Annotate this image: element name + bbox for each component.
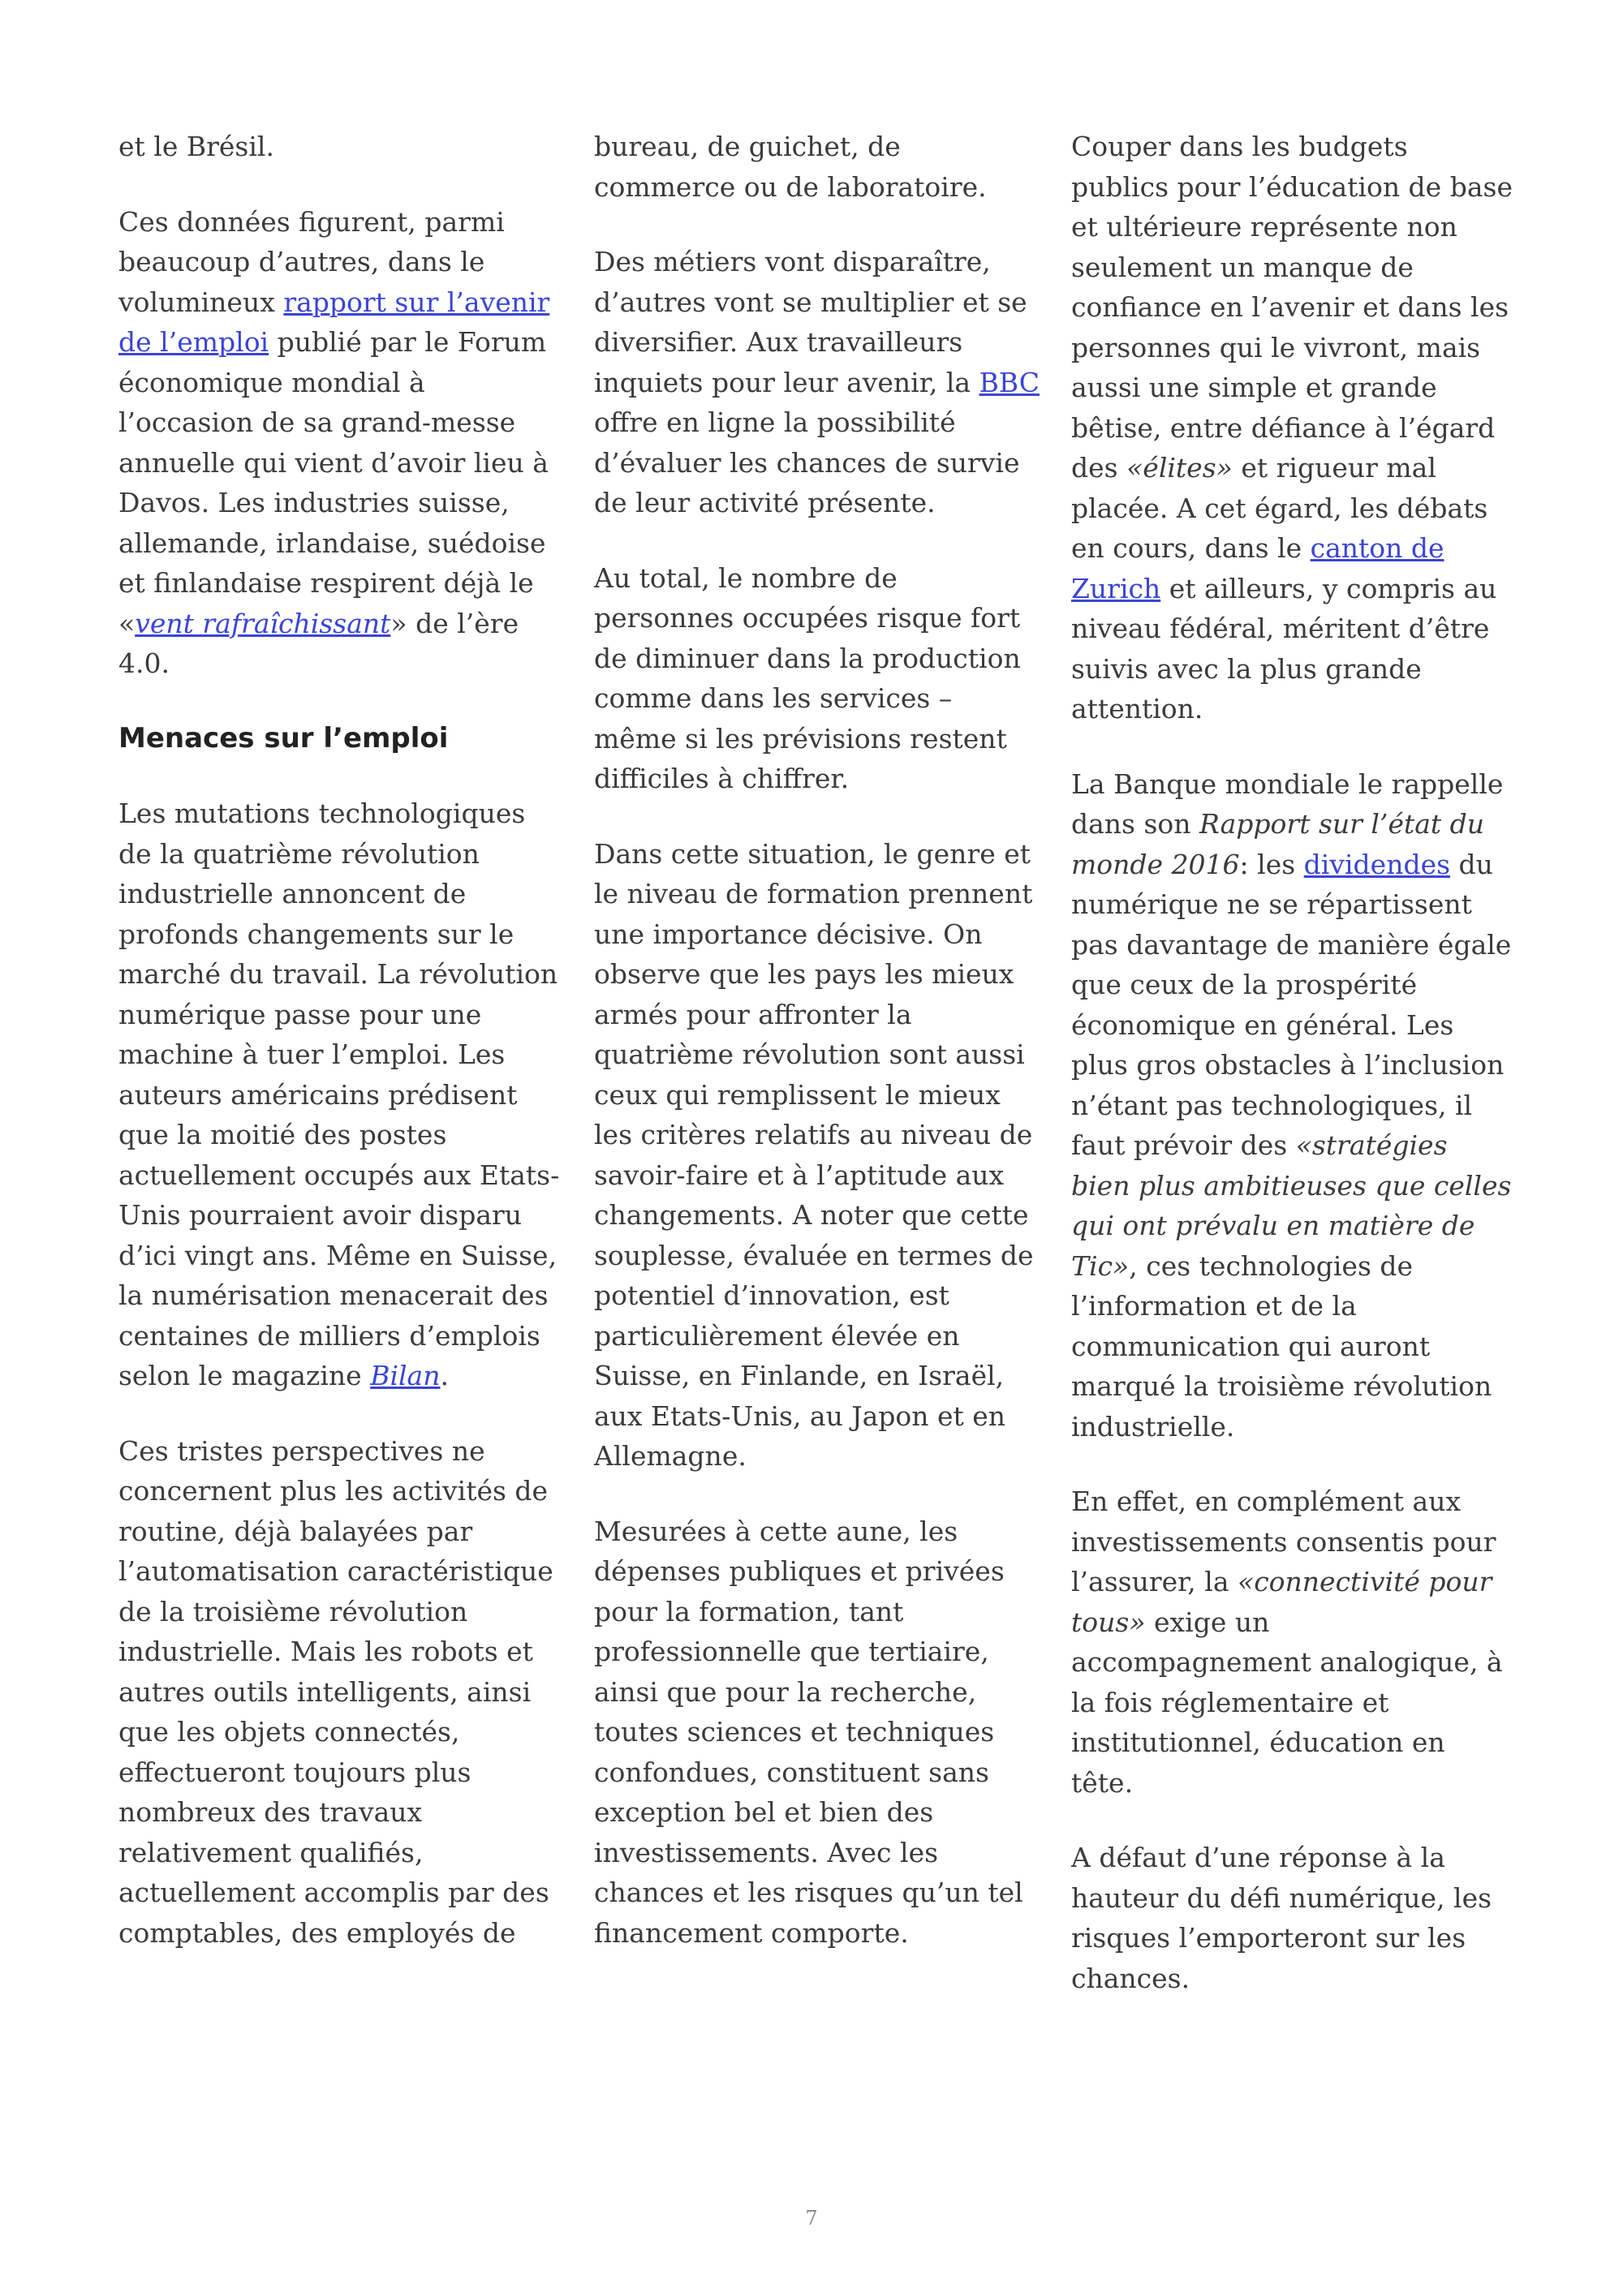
page-number: 7 (805, 2207, 818, 2229)
paragraph: En effet, en complément aux investissements consentis pour l’assurer, la «connectivité pour tous» exige un accompagnement analogique, à la fois réglementaire et institutionnel, éducation en tête. (1071, 1486, 1503, 1799)
link-canton-de-zurich[interactable]: canton de Zurich (1071, 532, 1444, 604)
link-dividendes[interactable]: dividendes (1303, 848, 1451, 880)
link-bilan[interactable]: Bilan (370, 1360, 441, 1391)
paragraph: La Banque mondiale le rappelle dans son Rapport sur l’état du monde 2016: les dividendes du numérique ne se répartissent pas davantage de manière égale que ceux de la prospérité économique en général. Les plus gros obstacles à l’inclusion n’étant pas technologiques, il faut prévoir des «stratégies bien plus ambitieuses que celles qui ont prévalu en matière de Tic», ces technologies de l’information et de la communication qui auront marqué la troisième révolution industrielle. (1071, 767, 1512, 1443)
paragraph: Ces données figurent, parmi beaucoup d’autres, dans le volumineux rapport sur l’avenir de l’emploi publié par le Forum économique mondial à l’occasion de sa grand-messe annuelle qui vient d’avoir lieu à Davos. Les industries suisse, allemande, irlandaise, suédoise et finlandaise respirent déjà le «vent rafraîchissant» de l’ère 4.0. (118, 205, 550, 679)
paragraph: Des métiers vont disparaître, d’autres vont se multiplier et se diversifier. Aux travailleurs inquiets pour leur avenir, la BBC offre en ligne la possibilité d’évaluer les chances de survie de leur activité présente. (594, 246, 1040, 518)
paragraph: A défaut d’une réponse à la hauteur du défi numérique, les risques l’emporteront sur les chances. (1071, 1842, 1492, 1994)
paragraph: Mesurées à cette aune, les dépenses publiques et privées pour la formation, tant professionnelle que tertiaire, ainsi que pour la recherche, toutes sciences et techniques confondues, constituent sans exception bel et bien des investissements. Avec les chances et les risques qu’un tel financement comporte. (594, 1515, 1023, 1949)
section-heading: Menaces sur l’emploi (118, 721, 449, 755)
paragraph: Les mutations technologiques de la quatrième révolution industrielle annoncent de profonds changements sur le marché du travail. La révolution numérique passe pour une machine à tuer l’emploi. Les auteurs américains prédisent que la moitié des postes actuellement occupés aux Etats-Unis pourraient avoir disparu d’ici vingt ans. Même en Suisse, la numérisation menacerait des centaines de milliers d’emplois selon le magazine Bilan. (118, 798, 560, 1391)
link-bbc[interactable]: BBC (979, 366, 1040, 398)
paragraph: et le Brésil. (118, 131, 274, 162)
column-3 (1071, 127, 1513, 2033)
paragraph: Ces tristes perspectives ne concernent plus les activités de routine, déjà balayées par l’automatisation caractéristique de la troisième révolution industrielle. Mais les robots et autres outils intelligents, ainsi que les objets connectés, effectueront toujours plus nombreux des travaux relativement qualifiés, actuellement accomplis par des comptables, des employés de (118, 1434, 553, 1949)
paragraph: Dans cette situation, le genre et le niveau de formation prennent une importance décisive. On observe que les pays les mieux armés pour affronter la quatrième révolution sont aussi ceux qui remplissent le mieux les critères relatifs au niveau de savoir-faire et à l’aptitude aux changements. A noter que cette souplesse, évaluée en termes de potentiel d’innovation, est particulièrement élevée en Suisse, en Finlande, en Israël, aux Etats-Unis, au Japon et en Allemagne. (594, 837, 1034, 1472)
paragraph: Couper dans les budgets publics pour l’éducation de base et ultérieure représente non seulement un manque de confiance en l’avenir et dans les personnes qui le vivront, mais aussi une simple et grande bêtise, entre défiance à l’égard des «élites» et rigueur mal placée. A cet égard, les débats en cours, dans le canton de Zurich et ailleurs, y compris au niveau fédéral, méritent d’être suivis avec la plus grande attention. (1071, 131, 1513, 724)
column-2 (594, 127, 1042, 1988)
paragraph: Au total, le nombre de personnes occupées risque fort de diminuer dans la production comme dans les services – même si les prévisions restent difficiles à chiffrer. (594, 561, 1021, 794)
link-vent-rafraichissant[interactable]: vent rafraîchissant (135, 607, 391, 639)
paragraph: bureau, de guichet, de commerce ou de laboratoire. (594, 131, 987, 203)
link-rapport-avenir-emploi[interactable]: rapport sur l’avenir de l’emploi (118, 286, 550, 358)
column-1 (118, 127, 565, 1988)
